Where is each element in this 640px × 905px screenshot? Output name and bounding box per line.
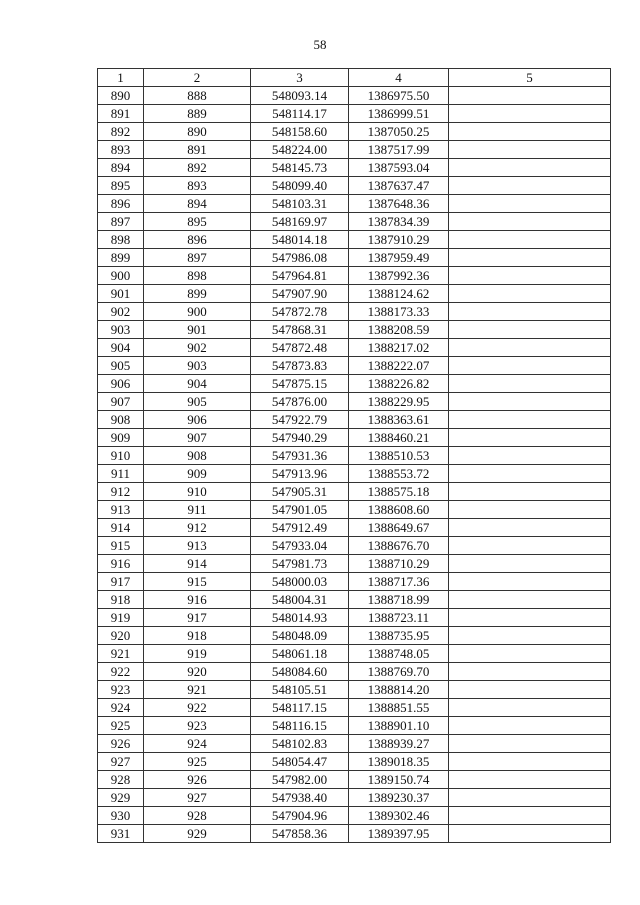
note-cell xyxy=(449,375,611,393)
point-number-cell: 916 xyxy=(144,591,251,609)
point-number-cell: 918 xyxy=(144,627,251,645)
table-row xyxy=(98,753,611,771)
point-number-cell: 923 xyxy=(144,717,251,735)
coordinate-x-cell: 548061.18 xyxy=(251,645,349,663)
table-row xyxy=(98,789,611,807)
coordinate-y-cell: 1389302.46 xyxy=(349,807,449,825)
coordinate-x-cell: 548054.47 xyxy=(251,753,349,771)
table-row xyxy=(98,429,611,447)
coordinate-y-cell: 1388710.29 xyxy=(349,555,449,573)
coordinate-y-cell: 1389230.37 xyxy=(349,789,449,807)
coordinate-x-cell: 548116.15 xyxy=(251,717,349,735)
table-row xyxy=(98,627,611,645)
point-number-cell: 908 xyxy=(144,447,251,465)
row-number-cell: 912 xyxy=(98,483,144,501)
row-number-cell: 909 xyxy=(98,429,144,447)
note-cell xyxy=(449,177,611,195)
coordinate-x-cell: 548000.03 xyxy=(251,573,349,591)
point-number-cell: 913 xyxy=(144,537,251,555)
table-header xyxy=(98,69,611,87)
table-row xyxy=(98,357,611,375)
note-cell xyxy=(449,393,611,411)
table-row xyxy=(98,771,611,789)
coordinates-table xyxy=(97,68,611,843)
point-number-cell: 928 xyxy=(144,807,251,825)
note-cell xyxy=(449,573,611,591)
table-row xyxy=(98,825,611,843)
note-cell xyxy=(449,771,611,789)
note-cell xyxy=(449,465,611,483)
note-cell xyxy=(449,339,611,357)
note-cell xyxy=(449,141,611,159)
table-row xyxy=(98,573,611,591)
row-number-cell: 900 xyxy=(98,267,144,285)
note-cell xyxy=(449,249,611,267)
note-cell xyxy=(449,519,611,537)
coordinate-y-cell: 1389397.95 xyxy=(349,825,449,843)
coordinate-y-cell: 1386975.50 xyxy=(349,87,449,105)
row-number-cell: 890 xyxy=(98,87,144,105)
row-number-cell: 893 xyxy=(98,141,144,159)
table-row xyxy=(98,699,611,717)
table-row xyxy=(98,645,611,663)
point-number-cell: 917 xyxy=(144,609,251,627)
row-number-cell: 927 xyxy=(98,753,144,771)
note-cell xyxy=(449,267,611,285)
coordinate-x-cell: 548114.17 xyxy=(251,105,349,123)
coordinate-y-cell: 1386999.51 xyxy=(349,105,449,123)
row-number-cell: 918 xyxy=(98,591,144,609)
note-cell xyxy=(449,213,611,231)
note-cell xyxy=(449,285,611,303)
coordinate-y-cell: 1388222.07 xyxy=(349,357,449,375)
note-cell xyxy=(449,627,611,645)
note-cell xyxy=(449,807,611,825)
table-row xyxy=(98,537,611,555)
note-cell xyxy=(449,483,611,501)
row-number-cell: 916 xyxy=(98,555,144,573)
point-number-cell: 893 xyxy=(144,177,251,195)
row-number-cell: 903 xyxy=(98,321,144,339)
note-cell xyxy=(449,645,611,663)
note-cell xyxy=(449,537,611,555)
point-number-cell: 890 xyxy=(144,123,251,141)
point-number-cell: 898 xyxy=(144,267,251,285)
row-number-cell: 926 xyxy=(98,735,144,753)
point-number-cell: 895 xyxy=(144,213,251,231)
table-row xyxy=(98,555,611,573)
point-number-cell: 920 xyxy=(144,663,251,681)
note-cell xyxy=(449,411,611,429)
point-number-cell: 899 xyxy=(144,285,251,303)
row-number-cell: 921 xyxy=(98,645,144,663)
coordinate-x-cell: 548093.14 xyxy=(251,87,349,105)
point-number-cell: 926 xyxy=(144,771,251,789)
coordinate-y-cell: 1388723.11 xyxy=(349,609,449,627)
coordinate-y-cell: 1388208.59 xyxy=(349,321,449,339)
point-number-cell: 924 xyxy=(144,735,251,753)
point-number-cell: 906 xyxy=(144,411,251,429)
table-row xyxy=(98,483,611,501)
table-row xyxy=(98,105,611,123)
coordinate-x-cell: 547876.00 xyxy=(251,393,349,411)
point-number-cell: 922 xyxy=(144,699,251,717)
coordinate-x-cell: 547912.49 xyxy=(251,519,349,537)
point-number-cell: 901 xyxy=(144,321,251,339)
coordinate-y-cell: 1387648.36 xyxy=(349,195,449,213)
note-cell xyxy=(449,753,611,771)
point-number-cell: 891 xyxy=(144,141,251,159)
point-number-cell: 912 xyxy=(144,519,251,537)
row-number-cell: 923 xyxy=(98,681,144,699)
coordinate-y-cell: 1388676.70 xyxy=(349,537,449,555)
note-cell xyxy=(449,591,611,609)
coordinate-x-cell: 547901.05 xyxy=(251,501,349,519)
coordinate-y-cell: 1389018.35 xyxy=(349,753,449,771)
coordinate-y-cell: 1387050.25 xyxy=(349,123,449,141)
row-number-cell: 905 xyxy=(98,357,144,375)
point-number-cell: 894 xyxy=(144,195,251,213)
row-number-cell: 922 xyxy=(98,663,144,681)
point-number-cell: 925 xyxy=(144,753,251,771)
coordinate-y-cell: 1388814.20 xyxy=(349,681,449,699)
coordinate-y-cell: 1388717.36 xyxy=(349,573,449,591)
note-cell xyxy=(449,87,611,105)
coordinate-y-cell: 1387959.49 xyxy=(349,249,449,267)
coordinate-y-cell: 1387517.99 xyxy=(349,141,449,159)
point-number-cell: 900 xyxy=(144,303,251,321)
row-number-cell: 904 xyxy=(98,339,144,357)
coordinate-y-cell: 1388769.70 xyxy=(349,663,449,681)
table-row xyxy=(98,321,611,339)
row-number-cell: 898 xyxy=(98,231,144,249)
table-row xyxy=(98,393,611,411)
note-cell xyxy=(449,681,611,699)
row-number-cell: 896 xyxy=(98,195,144,213)
coordinate-x-cell: 547875.15 xyxy=(251,375,349,393)
row-number-cell: 901 xyxy=(98,285,144,303)
note-cell xyxy=(449,447,611,465)
coordinate-y-cell: 1388510.53 xyxy=(349,447,449,465)
coordinate-x-cell: 548224.00 xyxy=(251,141,349,159)
coordinate-y-cell: 1388229.95 xyxy=(349,393,449,411)
note-cell xyxy=(449,303,611,321)
coordinate-y-cell: 1388748.05 xyxy=(349,645,449,663)
coordinate-x-cell: 548084.60 xyxy=(251,663,349,681)
row-number-cell: 919 xyxy=(98,609,144,627)
coordinate-x-cell: 548014.93 xyxy=(251,609,349,627)
coordinate-x-cell: 547913.96 xyxy=(251,465,349,483)
coordinate-x-cell: 547931.36 xyxy=(251,447,349,465)
column-header-1: 1 xyxy=(98,69,144,87)
coordinate-y-cell: 1388575.18 xyxy=(349,483,449,501)
row-number-cell: 908 xyxy=(98,411,144,429)
coordinate-x-cell: 547873.83 xyxy=(251,357,349,375)
coordinate-x-cell: 547858.36 xyxy=(251,825,349,843)
coordinate-x-cell: 548105.51 xyxy=(251,681,349,699)
table-row xyxy=(98,303,611,321)
table-row xyxy=(98,285,611,303)
row-number-cell: 913 xyxy=(98,501,144,519)
row-number-cell: 931 xyxy=(98,825,144,843)
table-row xyxy=(98,231,611,249)
coordinate-x-cell: 548158.60 xyxy=(251,123,349,141)
note-cell xyxy=(449,609,611,627)
coordinate-x-cell: 548117.15 xyxy=(251,699,349,717)
table-row xyxy=(98,213,611,231)
point-number-cell: 902 xyxy=(144,339,251,357)
table-row xyxy=(98,519,611,537)
coordinate-y-cell: 1388217.02 xyxy=(349,339,449,357)
point-number-cell: 907 xyxy=(144,429,251,447)
coordinate-x-cell: 547938.40 xyxy=(251,789,349,807)
table-row xyxy=(98,501,611,519)
row-number-cell: 897 xyxy=(98,213,144,231)
coordinate-y-cell: 1387637.47 xyxy=(349,177,449,195)
row-number-cell: 902 xyxy=(98,303,144,321)
table-row xyxy=(98,609,611,627)
coordinate-x-cell: 547940.29 xyxy=(251,429,349,447)
coordinate-x-cell: 548145.73 xyxy=(251,159,349,177)
point-number-cell: 921 xyxy=(144,681,251,699)
point-number-cell: 915 xyxy=(144,573,251,591)
coordinate-y-cell: 1388124.62 xyxy=(349,285,449,303)
point-number-cell: 909 xyxy=(144,465,251,483)
coordinate-y-cell: 1387992.36 xyxy=(349,267,449,285)
point-number-cell: 919 xyxy=(144,645,251,663)
note-cell xyxy=(449,699,611,717)
row-number-cell: 920 xyxy=(98,627,144,645)
note-cell xyxy=(449,123,611,141)
point-number-cell: 888 xyxy=(144,87,251,105)
coordinate-x-cell: 547872.78 xyxy=(251,303,349,321)
row-number-cell: 906 xyxy=(98,375,144,393)
point-number-cell: 897 xyxy=(144,249,251,267)
coordinate-x-cell: 547868.31 xyxy=(251,321,349,339)
coordinate-y-cell: 1388173.33 xyxy=(349,303,449,321)
coordinate-y-cell: 1389150.74 xyxy=(349,771,449,789)
table-row xyxy=(98,411,611,429)
row-number-cell: 914 xyxy=(98,519,144,537)
point-number-cell: 910 xyxy=(144,483,251,501)
coordinate-y-cell: 1388363.61 xyxy=(349,411,449,429)
note-cell xyxy=(449,717,611,735)
column-header-4: 4 xyxy=(349,69,449,87)
note-cell xyxy=(449,663,611,681)
row-number-cell: 930 xyxy=(98,807,144,825)
row-number-cell: 894 xyxy=(98,159,144,177)
note-cell xyxy=(449,231,611,249)
coordinate-x-cell: 547907.90 xyxy=(251,285,349,303)
coordinate-y-cell: 1388608.60 xyxy=(349,501,449,519)
coordinate-x-cell: 547905.31 xyxy=(251,483,349,501)
table-row xyxy=(98,123,611,141)
coordinate-y-cell: 1387910.29 xyxy=(349,231,449,249)
note-cell xyxy=(449,429,611,447)
row-number-cell: 895 xyxy=(98,177,144,195)
note-cell xyxy=(449,159,611,177)
coordinate-y-cell: 1388553.72 xyxy=(349,465,449,483)
table-row xyxy=(98,807,611,825)
row-number-cell: 891 xyxy=(98,105,144,123)
column-header-3: 3 xyxy=(251,69,349,87)
row-number-cell: 892 xyxy=(98,123,144,141)
column-header-2: 2 xyxy=(144,69,251,87)
note-cell xyxy=(449,195,611,213)
coordinate-x-cell: 547982.00 xyxy=(251,771,349,789)
coordinate-y-cell: 1388939.27 xyxy=(349,735,449,753)
note-cell xyxy=(449,825,611,843)
point-number-cell: 892 xyxy=(144,159,251,177)
note-cell xyxy=(449,789,611,807)
table-row xyxy=(98,465,611,483)
table-row xyxy=(98,195,611,213)
point-number-cell: 889 xyxy=(144,105,251,123)
coordinate-x-cell: 548102.83 xyxy=(251,735,349,753)
point-number-cell: 911 xyxy=(144,501,251,519)
table-row xyxy=(98,591,611,609)
point-number-cell: 904 xyxy=(144,375,251,393)
table-row xyxy=(98,249,611,267)
note-cell xyxy=(449,105,611,123)
coordinate-x-cell: 547964.81 xyxy=(251,267,349,285)
table-row xyxy=(98,159,611,177)
table-row xyxy=(98,177,611,195)
coordinate-x-cell: 547986.08 xyxy=(251,249,349,267)
row-number-cell: 928 xyxy=(98,771,144,789)
coordinate-y-cell: 1387593.04 xyxy=(349,159,449,177)
table-row xyxy=(98,717,611,735)
table-row xyxy=(98,447,611,465)
coordinate-y-cell: 1388735.95 xyxy=(349,627,449,645)
coordinate-y-cell: 1388460.21 xyxy=(349,429,449,447)
point-number-cell: 927 xyxy=(144,789,251,807)
coordinate-x-cell: 548004.31 xyxy=(251,591,349,609)
column-header-5: 5 xyxy=(449,69,611,87)
coordinate-y-cell: 1388901.10 xyxy=(349,717,449,735)
row-number-cell: 929 xyxy=(98,789,144,807)
page-number: 58 xyxy=(313,37,327,52)
row-number-cell: 925 xyxy=(98,717,144,735)
row-number-cell: 915 xyxy=(98,537,144,555)
table-row xyxy=(98,375,611,393)
coordinate-y-cell: 1388226.82 xyxy=(349,375,449,393)
row-number-cell: 911 xyxy=(98,465,144,483)
coordinate-x-cell: 548169.97 xyxy=(251,213,349,231)
point-number-cell: 914 xyxy=(144,555,251,573)
table-row xyxy=(98,735,611,753)
point-number-cell: 903 xyxy=(144,357,251,375)
table-row xyxy=(98,681,611,699)
coordinate-x-cell: 547922.79 xyxy=(251,411,349,429)
note-cell xyxy=(449,321,611,339)
header-row xyxy=(98,69,611,87)
coordinate-y-cell: 1388649.67 xyxy=(349,519,449,537)
note-cell xyxy=(449,555,611,573)
table-row xyxy=(98,267,611,285)
note-cell xyxy=(449,735,611,753)
table-row xyxy=(98,141,611,159)
table-row xyxy=(98,87,611,105)
row-number-cell: 924 xyxy=(98,699,144,717)
row-number-cell: 917 xyxy=(98,573,144,591)
coordinate-x-cell: 548014.18 xyxy=(251,231,349,249)
point-number-cell: 929 xyxy=(144,825,251,843)
point-number-cell: 896 xyxy=(144,231,251,249)
row-number-cell: 910 xyxy=(98,447,144,465)
note-cell xyxy=(449,357,611,375)
coordinate-x-cell: 547872.48 xyxy=(251,339,349,357)
coordinate-x-cell: 548099.40 xyxy=(251,177,349,195)
point-number-cell: 905 xyxy=(144,393,251,411)
table-row xyxy=(98,663,611,681)
table-row xyxy=(98,339,611,357)
coordinate-x-cell: 547933.04 xyxy=(251,537,349,555)
coordinate-y-cell: 1388851.55 xyxy=(349,699,449,717)
coordinate-x-cell: 548103.31 xyxy=(251,195,349,213)
table-body xyxy=(98,87,611,843)
coordinate-y-cell: 1388718.99 xyxy=(349,591,449,609)
coordinate-x-cell: 548048.09 xyxy=(251,627,349,645)
coordinate-y-cell: 1387834.39 xyxy=(349,213,449,231)
coordinate-x-cell: 547981.73 xyxy=(251,555,349,573)
row-number-cell: 907 xyxy=(98,393,144,411)
note-cell xyxy=(449,501,611,519)
row-number-cell: 899 xyxy=(98,249,144,267)
coordinate-x-cell: 547904.96 xyxy=(251,807,349,825)
